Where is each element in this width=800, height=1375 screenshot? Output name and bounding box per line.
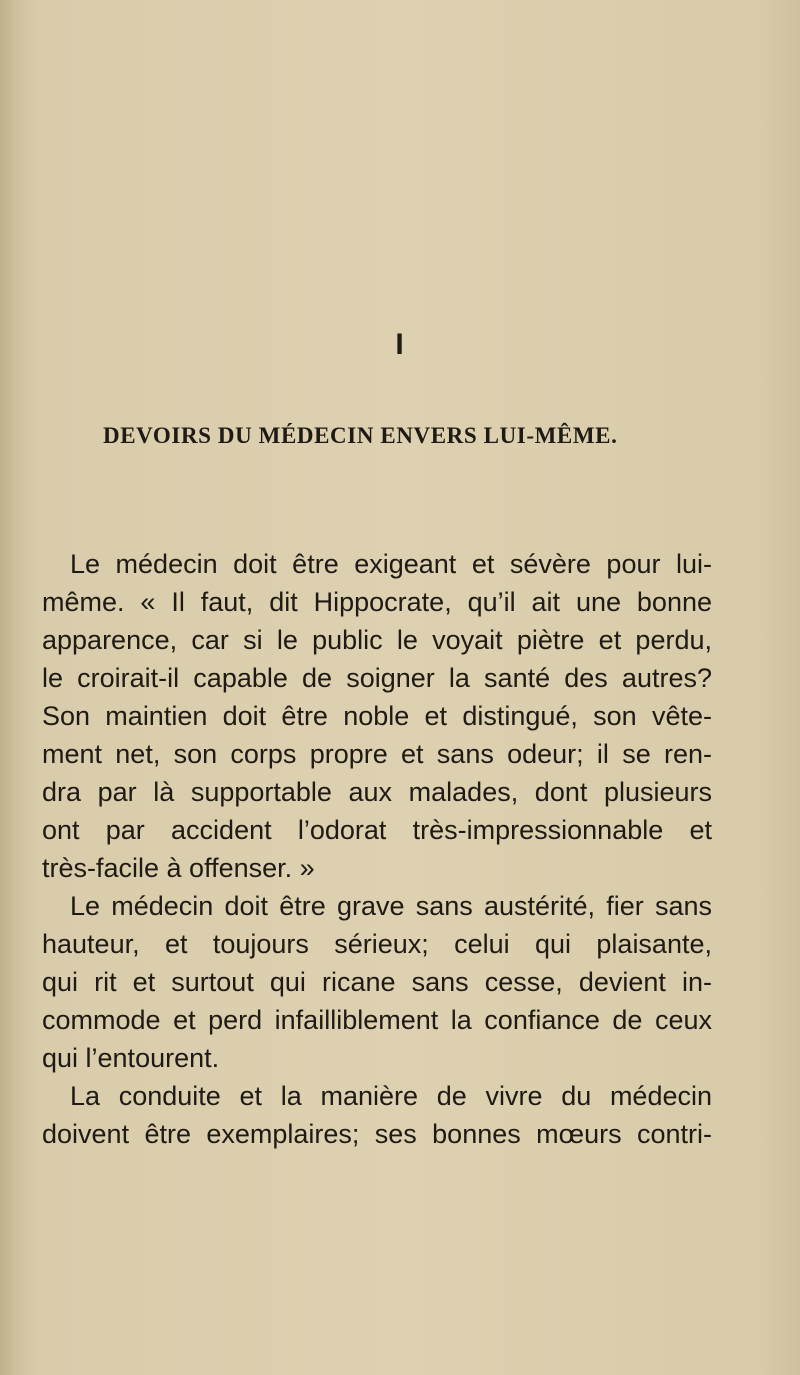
text-line: dra par là supportable aux malades, dont plusieurs bbox=[42, 777, 712, 807]
text-line: ment net, son corps propre et sans odeur; il se ren- bbox=[42, 739, 712, 769]
text-line: même. « Il faut, dit Hippocrate, qu’il ait une bonne bbox=[42, 587, 712, 617]
text-line: le croirait-il capable de soigner la santé des autres? bbox=[42, 663, 712, 693]
text-line: Le médecin doit être grave sans austérité, fier sans bbox=[70, 891, 712, 921]
text-line: La conduite et la manière de vivre du médecin bbox=[70, 1081, 712, 1111]
text-line: ont par accident l’odorat très-impressionnable et bbox=[42, 815, 712, 845]
text-line: apparence, car si le public le voyait piètre et perdu, bbox=[42, 625, 712, 655]
chapter-title: DEVOIRS DU MÉDECIN ENVERS LUI-MÊME. bbox=[103, 423, 618, 448]
body-text bbox=[42, 545, 712, 1153]
text-line: Son maintien doit être noble et distingué, son vête- bbox=[42, 701, 712, 731]
text-line: commode et perd infailliblement la confiance de ceux bbox=[42, 1005, 712, 1035]
text-line: très-facile à offenser. » bbox=[42, 853, 315, 883]
text-line: Le médecin doit être exigeant et sévère pour lui- bbox=[70, 549, 712, 579]
text-line: qui rit et surtout qui ricane sans cesse, devient in- bbox=[42, 967, 712, 997]
text-line: doivent être exemplaires; ses bonnes mœurs contri- bbox=[42, 1119, 712, 1149]
text-line: hauteur, et toujours sérieux; celui qui plaisante, bbox=[42, 929, 712, 959]
text-line: qui l’entourent. bbox=[42, 1043, 220, 1073]
page-gutter-shadow bbox=[0, 0, 22, 1375]
chapter-numeral: I bbox=[395, 328, 405, 361]
